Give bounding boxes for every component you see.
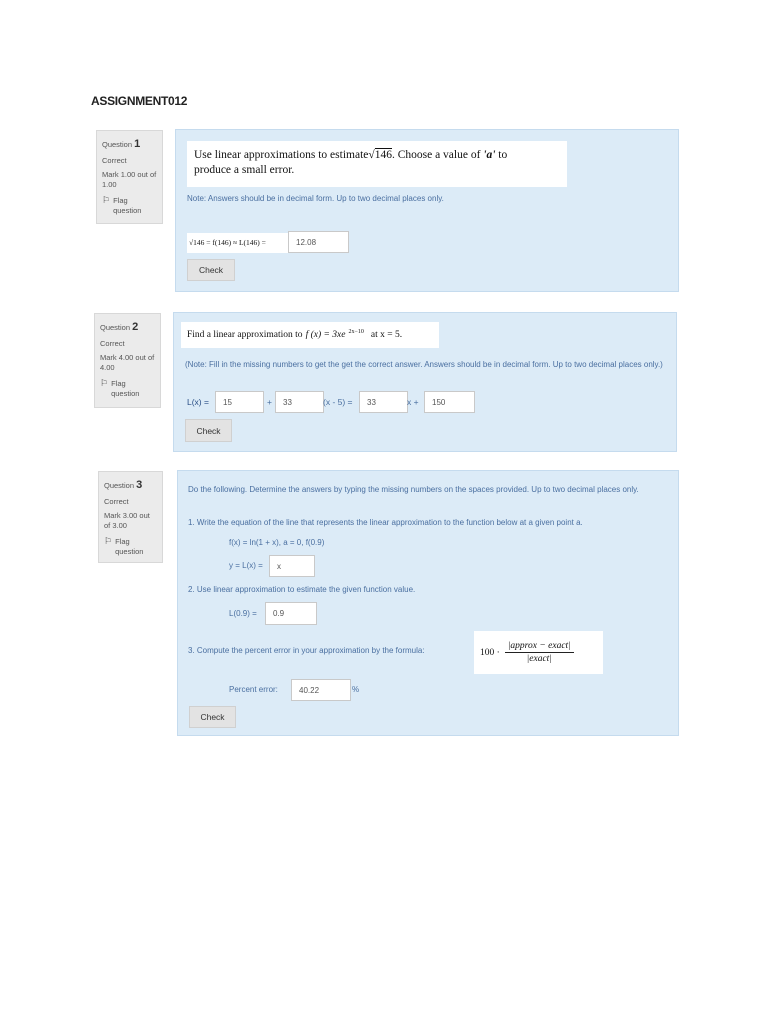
item-2-answer-input[interactable]: 0.9 [265,602,317,625]
question-state: Correct [102,155,127,165]
question-info-2 [94,313,161,408]
plus-sign: + [267,397,272,407]
percent-error-input[interactable]: 40.22 [291,679,351,701]
question-info-1 [96,130,163,224]
answer-input[interactable]: 12.08 [288,231,349,253]
question-note: Note: Answers should be in decimal form. Up to two decimal places only. [187,194,444,203]
sqrt-symbol: √ [368,149,375,161]
question-content-3 [177,470,679,736]
question-number: Question 3 [104,479,143,491]
percent-sign: % [352,685,360,694]
percent-error-label: Percent error: [229,685,278,694]
answer-input-3[interactable]: 33 [359,391,408,413]
flag-question-link[interactable]: ⚐ Flag question [104,536,144,557]
flag-question-link[interactable]: ⚐ Flag question [102,195,142,216]
question-info-3 [98,471,163,563]
flag-icon: ⚐ [104,536,113,547]
question-prompt: Find a linear approximation to f (x) = 3xe $^{2x-10}$ at x = 5. [181,322,439,348]
answer-input-2[interactable]: 33 [275,391,324,413]
check-button[interactable]: Check [185,419,232,442]
question-state: Correct [100,338,125,348]
flag-icon: ⚐ [102,195,111,206]
question-mark: Mark 3.00 out of 3.00 [104,510,150,531]
percent-error-formula: 100 · $\frac{\text{|approx − exact|}}{\text{|exact|}}$ [474,631,603,674]
question-mark: Mark 1.00 out of 1.00 [102,169,157,190]
question-content-2 [173,312,677,452]
answer-input-1[interactable]: 15 [215,391,264,413]
item-2-label: L(0.9) = [229,609,257,618]
item-1-label: y = L(x) = [229,561,263,570]
check-button[interactable]: Check [189,706,236,728]
item-1-function: f(x) = ln(1 + x), a = 0, f(0.9) [229,538,325,547]
question-mark: Mark 4.00 out of 4.00 [100,352,155,373]
flag-question-link[interactable]: ⚐ Flag question [100,378,140,399]
item-3-text: 3. Compute the percent error in your approximation by the formula: [188,646,425,655]
document-title: ASSIGNMENT012 [91,94,188,108]
question-note: (Note: Fill in the missing numbers to get the get the correct answer. Answers should be in decimal form. Up to two decimal places only.) [185,360,663,369]
question-number: Question 2 [100,321,139,333]
question-number: Question 1 [102,138,141,150]
formula-label: √146 = f(146) ≈ L(146) = [187,233,289,253]
item-1-text: 1. Write the equation of the line that represents the linear approximation to the function below at a given point a. [188,518,583,527]
x-minus-label: (x - 5) = [323,397,353,407]
x-plus-label: x + [407,397,419,407]
lx-label: L(x) = [187,397,209,407]
question-prompt: Use linear approximations to estimate√146. Choose a value of 'a' to produce a small error. [187,141,567,187]
item-2-text: 2. Use linear approximation to estimate the given function value. [188,585,416,594]
question-intro: Do the following. Determine the answers by typing the missing numbers on the spaces provided. Up to two decimal places only. [188,485,639,494]
flag-icon: ⚐ [100,378,109,389]
item-1-answer-input[interactable]: x [269,555,315,577]
question-content-1 [175,129,679,292]
answer-input-4[interactable]: 150 [424,391,475,413]
check-button[interactable]: Check [187,259,235,281]
question-state: Correct [104,496,129,506]
